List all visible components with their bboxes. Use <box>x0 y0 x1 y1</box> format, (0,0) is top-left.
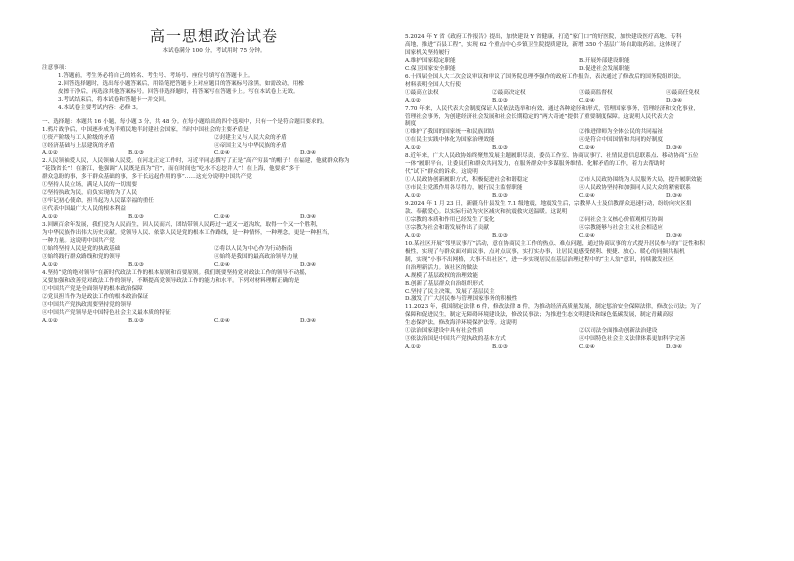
answer-choice-d: D.③④ <box>666 145 683 152</box>
question-8 <box>405 153 753 201</box>
option: ①法治国家建设中具有社会性质 <box>405 328 484 335</box>
answer-choice-b: B.①③ <box>128 261 144 268</box>
answer-choice-a: A.①② <box>405 193 421 200</box>
option: ③中国共产党执政需要坚持党的领导 <box>42 301 132 308</box>
answer-choice-b: B.创新了基层群众自治组织形式 <box>405 280 484 287</box>
option: ④最高任免权 <box>666 89 700 96</box>
answer-choice-c: C.保卫国家安全职能 <box>405 65 456 72</box>
option: ③宗教为社会和谐发展作出了贡献 <box>405 224 489 231</box>
option: ②封建主义与人民大众的矛盾 <box>214 134 287 141</box>
answer-choice-c: C.②④ <box>214 150 230 157</box>
answer-choice-b: B.①③ <box>492 193 508 200</box>
option: ④人民政协坚持和加强同人民大众的紧密联系 <box>579 185 691 192</box>
question-stem: 10.某社区开展“邻里议事厅”活动，意在协商民主工作的热点、难点问题，通过协商议事的方式提升居民参与的广泛性和积 <box>405 240 705 247</box>
question-2 <box>42 158 386 222</box>
option: ②最高决定权 <box>492 89 526 96</box>
answer-choice-b: B.①③ <box>492 344 508 351</box>
option: ④代表中国最广大人民的根本利益 <box>42 206 126 213</box>
option: ③在民主实践中体化为国家治理效能 <box>405 137 495 144</box>
answer-choice-d: D.③④ <box>300 150 317 157</box>
answer-choice-b: B.①③ <box>492 232 508 239</box>
question-stem: 制度 <box>405 121 417 128</box>
answer-choice-b: B.①③ <box>128 317 144 324</box>
question-stem: 生态保护法，修改海洋环境保护法等。这说明 <box>405 320 517 327</box>
question-stem: 保障和促进民生，制定无障碍环境建设法，修改民事法；为推进生态文明建设和绿色低碳发展，制定青藏高原 <box>405 312 674 319</box>
notice-line: 皮擦干净后，再选涂其他答案标号。回答非选择题时，将答案写在答题卡上。写在本试卷上无效。 <box>58 88 299 95</box>
question-stem: 为中华民族作出伟大历史贡献。党领导人民、依靠人民是党的根本工作路线，是一种情怀，一种理念，更是一种担当， <box>42 230 333 237</box>
option: ②将以人民为中心作为行动指南 <box>214 245 293 252</box>
notice-line: 1.答题前，考生务必将自己的姓名、考生号、考场号、座位号填写在答题卡上。 <box>58 72 254 79</box>
question-stem: 代“试下”群众的诉求。这说明 <box>405 169 478 176</box>
answer-choice-b: B.①③ <box>492 145 508 152</box>
question-stem: 8.近年来，广大人民政协始终聚焦发展主题履职尽责，委员工作室、协商议事厅、社情民意信息联系点、移动协商“五位 <box>405 153 699 160</box>
question-5 <box>405 34 753 74</box>
option: ①最高立法权 <box>405 89 439 96</box>
option: ①始终坚持人民是党的执政基础 <box>42 245 121 252</box>
answer-choice-d: D.促进社会发展职能 <box>579 65 630 72</box>
option: ④中国特色社会主义法律体系更加科学完善 <box>579 336 686 343</box>
option: ①人民政协创新履职方式，积极促进社会和谐稳定 <box>405 177 529 184</box>
answer-choice-c: C.②④ <box>579 193 595 200</box>
option: ②同社会主义核心价值观相互协调 <box>579 216 663 223</box>
question-stem: 11.2023 年，我国制定法律 6 件，修改法律 8 件，为推动经济高质量发展，制定惩治安全保障法律，修改公司法；为了 <box>405 304 702 311</box>
question-stem: 国家机关坚持履行 <box>405 49 450 56</box>
question-stem: 款、奉献爱心。以实际行动为灾区减灾和抗震救灾送温暖。这说明 <box>405 208 568 215</box>
answer-choice-a: A.①② <box>405 232 421 239</box>
answer-choice-b: B.开展外部建设职能 <box>579 57 630 64</box>
question-stem: 9.2024 年 1 月 23 日，新疆乌什县发生 7.1 级地震，地震发生后，宗教界人士及信教群众迅速行动，纷纷向灾区捐 <box>405 201 692 208</box>
option: ①中国共产党是全面领导的根本政治保障 <box>42 285 143 292</box>
notice-title: 注意事项： <box>42 64 70 71</box>
option: ④宗教能够与社会主义社会相适应 <box>579 224 663 231</box>
question-stem: 自治理新活力。该社区的做法 <box>405 264 478 271</box>
option: ②党员担当作为是政法工作的根本政治保证 <box>42 293 149 300</box>
option: ②坚持执政为民，肩负实现的为了人民 <box>42 190 138 197</box>
question-stem: 又要加强和改善党对政法工作的领导，不断提高党领导政法工作的能力和水平。下列对材料理解正确的是 <box>42 277 300 284</box>
question-11 <box>405 304 753 352</box>
option: ②市人民政协围绕为人民服务大局，提升履职效能 <box>579 177 703 184</box>
answer-choice-c: C.②④ <box>214 317 230 324</box>
question-10 <box>405 241 753 305</box>
question-6 <box>405 74 753 106</box>
question-7 <box>405 106 753 154</box>
question-3 <box>42 222 386 270</box>
option: ③依法治国是中国共产党执政的基本方式 <box>405 336 506 343</box>
question-stem: 制，实现“小事不出网格，大事不出社区”，进一步实现居民在基层治理过程中的“主人翁”意识，持续激发社区 <box>405 256 674 263</box>
option: ③牢记初心使命，担当起为人民谋幸福的重任 <box>42 198 154 205</box>
answer-choice-c: C.坚持了民主决策，发展了基层民主 <box>405 288 495 295</box>
answer-choice-d: D.③④ <box>666 344 683 351</box>
answer-choice-a: A.规模了基层政权的治理效能 <box>405 272 478 279</box>
question-stem: 一体”履职平台，让委员们和群众共同发力，在服务群众中多谋服务维情、化解矛盾的工作，着力去帮助时 <box>405 161 666 168</box>
option: ④始终是我国的最高政治领导力量 <box>214 253 298 260</box>
question-4 <box>42 270 386 326</box>
answer-choice-b: B.①③ <box>128 214 144 221</box>
question-stem: 群众急盼的事，多干群众基础的事，多干长远起作用的事”……这充分说明中国共产党 <box>42 174 252 181</box>
answer-choice-a: A.①② <box>405 97 421 104</box>
answer-choice-d: D.③④ <box>666 97 683 104</box>
question-stem: 6.十四届全国人大二次会议审议和审议了国务院总理李强作的政府工作报告，表决通过了修改后的国务院组织法。 <box>405 73 685 80</box>
option: ④帝国主义与中华民族的矛盾 <box>214 142 287 149</box>
notice-line: 4.本试卷主要考试内容：必修 3。 <box>58 104 142 111</box>
answer-choice-d: D.③④ <box>300 214 317 221</box>
question-stem: 高地，推进“百县工程”，实现 62 个重点中心乡镇卫生院提质建设，新增 350 个基层广场自助取药站。这体现了 <box>405 41 682 48</box>
section-intro: 一、选择题：本题共 16 小题，每小题 3 分，共 48 分。在每小题给出的四个选项中，只有一个是符合题目要求的。 <box>42 118 328 125</box>
option: ④中国共产党领导是中国特色社会主义最本质的特征 <box>42 309 171 316</box>
answer-choice-a: A.①② <box>405 145 421 152</box>
answer-choice-c: C.②④ <box>214 214 230 221</box>
question-stem: 5.2024 年 Y 省《政府工作报告》提出，加快建设 Y 省健康，打造“家门口”的好医院，加快建设医疗高地、专科 <box>405 34 682 40</box>
option: ①坚持人民立场，满足人民的一切需要 <box>42 182 138 189</box>
option: ③经济基础与上层建筑的矛盾 <box>42 142 115 149</box>
option: ③最高监督权 <box>579 89 613 96</box>
answer-choice-d: D.③④ <box>666 193 683 200</box>
question-stem: 一种力量。这说明中国共产党 <box>42 237 115 244</box>
answer-choice-a: A.①② <box>42 150 58 157</box>
question-stem: 1.鸦片战争后，中国逐步成为半殖民地半封建社会国家，当时中国社会的主要矛盾是 <box>42 126 249 133</box>
answer-choice-c: C.②④ <box>579 232 595 239</box>
option: ②推进律师为全体公民的共同福祉 <box>579 129 663 136</box>
right-column <box>405 34 753 352</box>
answer-choice-d: D.激发了广大居民参与管理国家事务的积极性 <box>405 296 518 303</box>
option: ②以司法全面推动创新法治建设 <box>579 328 658 335</box>
answer-choice-c: C.②④ <box>579 97 595 104</box>
answer-choice-b: B.①③ <box>128 150 144 157</box>
option: ③始终践行群众路线和党的领导 <box>42 253 121 260</box>
answer-choice-a: A.①② <box>42 214 58 221</box>
option: ③市民主党派作用各尽得力，履行民主监督职能 <box>405 185 523 192</box>
answer-choice-a: A.维护国家稳定职能 <box>405 57 456 64</box>
notice-line: 2.回答选择题时，选出每小题答案后，用铅笔把答题卡上对应题目的答案标号涂黑，如需改动，用橡 <box>58 80 304 87</box>
answer-choice-c: C.②④ <box>214 261 230 268</box>
question-1 <box>42 127 386 159</box>
answer-choice-c: C.②④ <box>579 145 595 152</box>
question-stem: 2.人民领袖爱人民，人民领袖人民爱。在河北正定工作时，习近平同志撰写了正是“高产穷县”的帽子！在福建，他就群众称为 <box>42 158 350 165</box>
exam-title: 高一思想政治试卷 <box>149 27 278 45</box>
question-stem: “花钱省长”！在浙江，他强调“人民既是真为“官”，而在时间也“吃水不忘挖井人”！在上海，他要求“多干 <box>42 166 300 173</box>
answer-choice-d: D.③④ <box>300 261 317 268</box>
answer-choice-b: B.①③ <box>492 97 508 104</box>
answer-choice-a: A.①② <box>42 261 58 268</box>
question-stem: 7.70 年来，人民代表大会制度保证人民依法选举和有效、通过各种途径和形式，管理国家事务，管理经济和文化事业， <box>405 105 699 112</box>
option: ①宗教的本质和作用已经发生了变化 <box>405 216 495 223</box>
question-stem: 极性，实现了与群众面对面议事，点对点议事，实打实办事，让居民更感受便利、便捷、放心、暖心的同频共振机 <box>405 248 685 255</box>
question-stem: 管理社会事务，为创建经济社会发展和社会长期稳定的“两大奇迹”提供了重要制度保障。这说明人民代表大会 <box>405 113 674 120</box>
answer-choice-d: D.③④ <box>300 317 317 324</box>
option: ①维护了我国的国家统一和民族团结 <box>405 129 495 136</box>
left-column <box>42 27 386 325</box>
question-stem: 4.坚持“党的绝对领导”在新时代政法工作的根本原则和首要原则。我们既要坚持党对政法工作的领导不动摇， <box>42 269 311 276</box>
answer-choice-d: D.③④ <box>666 232 683 239</box>
answer-choice-a: A.①② <box>405 344 421 351</box>
answer-choice-c: C.②④ <box>579 344 595 351</box>
exam-subtitle: 本试卷满分 100 分，考试用时 75 分钟。 <box>162 48 266 54</box>
option: ①资产阶级与工人阶级的矛盾 <box>42 134 115 141</box>
question-stem: 材料表明全国人大行使 <box>405 81 461 88</box>
question-9 <box>405 201 753 241</box>
question-stem: 3.回顾百余年发展，我们党为人民而生，因人民而兴，团结带领人民跨过一道又一道沟坎，取得一个又一个胜利， <box>42 222 322 229</box>
answer-choice-a: A.①② <box>42 317 58 324</box>
notice-line: 3.考试结束后，将本试卷和答题卡一并交回。 <box>58 96 170 103</box>
option: ④是符合中国国情和共同的好制度 <box>579 137 663 144</box>
